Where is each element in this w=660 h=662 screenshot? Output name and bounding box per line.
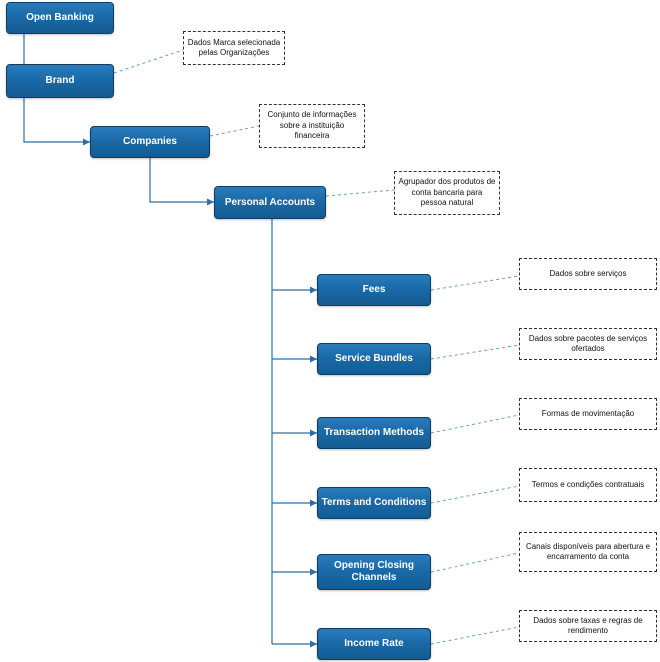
note-companies — [259, 104, 365, 148]
note-brand — [183, 31, 285, 65]
note-edge-service-bundles — [431, 345, 519, 359]
note-text: Conjunto de informações sobre a instituição financeira — [267, 110, 357, 141]
note-text: Dados sobre taxas e regras de rendimento — [533, 615, 643, 635]
note-edge-fees — [431, 276, 519, 290]
node-personal-accounts[interactable] — [214, 186, 326, 219]
note-text: Dados sobre serviços — [549, 268, 627, 278]
note-edge-brand — [114, 50, 183, 73]
node-open-banking[interactable] — [6, 2, 114, 34]
note-service-bundles — [519, 328, 657, 360]
node-opening-closing-channels[interactable] — [317, 554, 431, 590]
note-edge-transaction-methods — [431, 415, 519, 433]
note-personal-accounts — [394, 171, 500, 215]
node-service-bundles[interactable] — [317, 343, 431, 375]
edge-brand-companies — [24, 98, 90, 142]
note-edge-personal-accounts — [326, 190, 394, 196]
note-income-rate — [519, 610, 657, 642]
node-label: Personal Accounts — [224, 196, 316, 208]
note-edge-income-rate — [431, 627, 519, 644]
note-transaction-methods — [519, 398, 657, 430]
note-text: Formas de movimentação — [541, 408, 635, 418]
node-label: Open Banking — [26, 12, 94, 23]
node-label: Transaction Methods — [323, 427, 424, 438]
node-label: Income Rate — [344, 638, 404, 649]
node-terms-and-conditions[interactable] — [317, 487, 431, 519]
node-transaction-methods[interactable] — [317, 417, 431, 449]
note-fees — [519, 258, 657, 290]
note-opening-closing-channels — [519, 532, 657, 572]
note-edge-opening-closing — [431, 553, 519, 572]
node-label: Service Bundles — [335, 353, 413, 364]
node-label: Terms and Conditions — [321, 497, 427, 508]
node-income-rate[interactable] — [317, 628, 431, 660]
edge-companies-personalaccounts — [150, 158, 214, 202]
node-label: Fees — [362, 284, 386, 295]
node-label: Brand — [45, 75, 75, 86]
note-text: Dados Marca selecionada pelas Organizações — [187, 37, 281, 57]
note-edge-companies — [210, 126, 259, 136]
node-fees[interactable] — [317, 274, 431, 306]
node-label: Companies — [123, 136, 177, 147]
node-label: Opening Closing Channels — [334, 560, 414, 583]
note-text: Canais disponíveis para abertura e encarramento da conta — [525, 541, 651, 561]
node-brand[interactable] — [6, 64, 114, 98]
note-terms-and-conditions — [519, 468, 657, 502]
note-text: Agrupador dos produtos de conta bancaria para pessoa natural — [398, 177, 496, 208]
note-text: Termos e condições contratuais — [531, 479, 645, 489]
note-edge-terms — [431, 486, 519, 503]
note-text: Dados sobre pacotes de serviços ofertados — [528, 333, 648, 353]
node-companies[interactable] — [90, 126, 210, 158]
